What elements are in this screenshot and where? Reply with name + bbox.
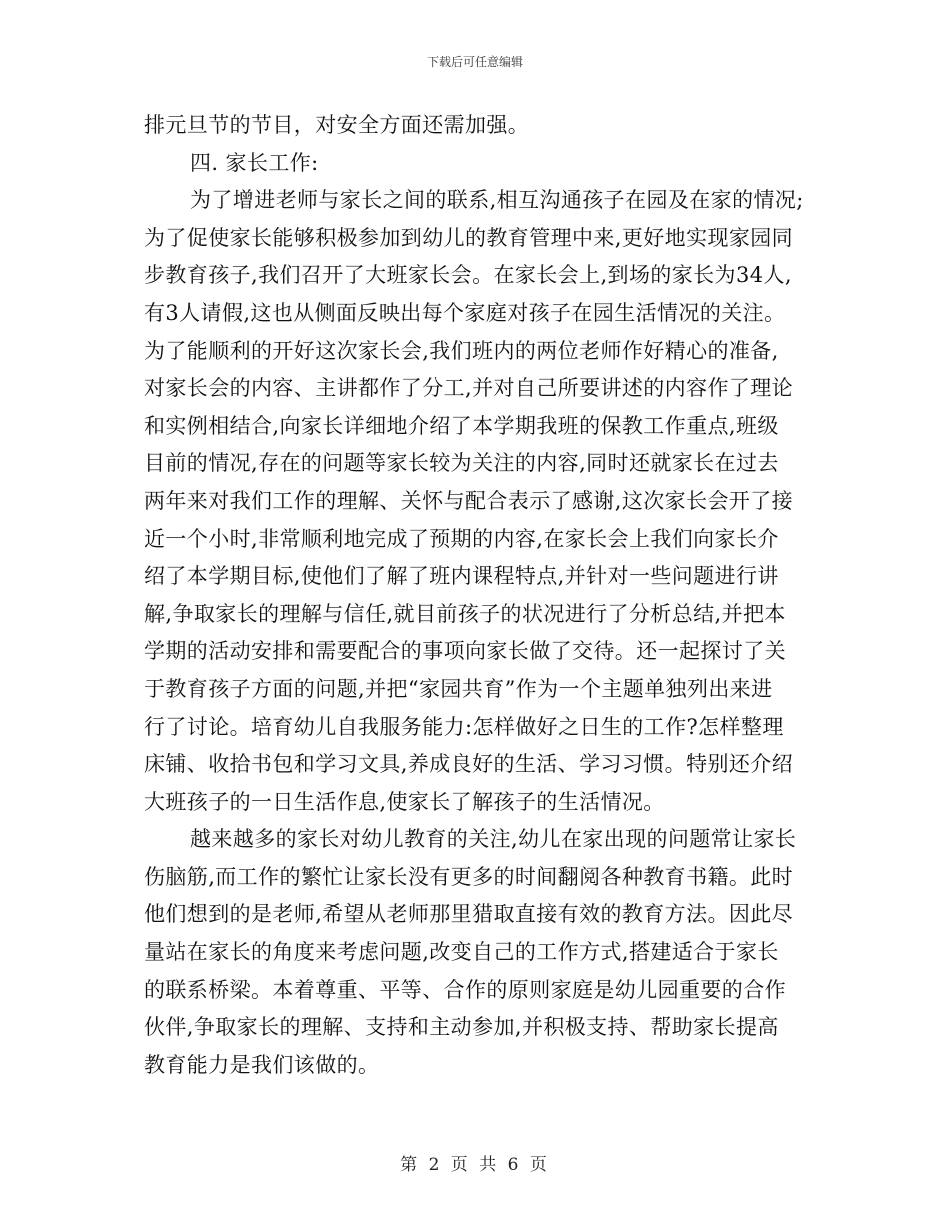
text-line: 步教育孩子,我们召开了大班家长会。在家长会上,到场的家长为34人,	[144, 263, 792, 288]
text-line: 两年来对我们工作的理解、关怀与配合表示了感谢,这次家长会开了接	[144, 488, 794, 513]
text-line: 越来越多的家长对幼儿教育的关注,幼儿在家出现的问题常让家长	[190, 827, 797, 852]
text-line: 量站在家长的角度来考虑问题,改变自己的工作方式,搭建适合于家长	[144, 940, 779, 965]
text-line: 有3人请假,这也从侧面反映出每个家庭对孩子在园生活情况的关注。	[144, 300, 786, 325]
text-line: 四. 家长工作:	[190, 150, 319, 175]
text-line: 为了促使家长能够积极参加到幼儿的教育管理中来,更好地实现家园同	[144, 225, 794, 250]
text-line: 教育能力是我们该做的。	[144, 1052, 380, 1077]
text-line: 伤脑筋,而工作的繁忙让家长没有更多的时间翻阅各种教育书籍。此时	[144, 864, 794, 889]
text-line: 解,争取家长的理解与信任,就目前孩子的状况进行了分析总结,并把本	[144, 601, 786, 626]
text-line: 伙伴,争取家长的理解、支持和主动参加,并积极支持、帮助家长提高	[144, 1015, 779, 1040]
text-line: 行了讨论。培育幼儿自我服务能力:怎样做好之日生的工作?怎样整理	[144, 714, 784, 739]
text-line: 床铺、收拾书包和学习文具,养成良好的生活、学习习惯。特别还介绍	[144, 752, 794, 777]
text-line: 学期的活动安排和需要配合的事项向家长做了交待。还一起探讨了关	[144, 639, 786, 664]
text-line: 的联系桥梁。本着尊重、平等、合作的原则家庭是幼儿园重要的合作	[144, 977, 786, 1002]
text-line: 大班孩子的一日生活作息,使家长了解孩子的生活情况。	[144, 789, 665, 814]
text-line: 为了能顺利的开好这次家长会,我们班内的两位老师作好精心的准备,	[144, 338, 779, 363]
text-line: 于教育孩子方面的问题,并把“家园共育”作为一个主题单独列出来进	[144, 676, 773, 701]
text-line: 目前的情况,存在的问题等家长较为关注的内容,同时还就家长在过去	[144, 451, 779, 476]
text-line: 和实例相结合,向家长详细地介绍了本学期我班的保教工作重点,班级	[144, 413, 779, 438]
text-line: 为了增进老师与家长之间的联系,相互沟通孩子在园及在家的情况;	[190, 188, 804, 213]
text-line: 对家长会的内容、主讲都作了分工,并对自己所要讲述的内容作了理论	[144, 376, 794, 401]
document-body	[144, 107, 812, 1084]
text-line: 近一个小时,非常顺利地完成了预期的内容,在家长会上我们向家长介	[144, 526, 779, 551]
text-line: 他们想到的是老师,希望从老师那里猎取直接有效的教育方法。因此尽	[144, 902, 794, 927]
page-header: 下载后可任意编辑	[426, 55, 523, 69]
text-line: 排元旦节的节目，对安全方面还需加强。	[144, 113, 530, 137]
text-line: 绍了本学期目标,使他们了解了班内课程特点,并针对一些问题进行讲	[144, 564, 779, 589]
page-number: 第 2 页 共 6 页	[400, 1155, 550, 1175]
